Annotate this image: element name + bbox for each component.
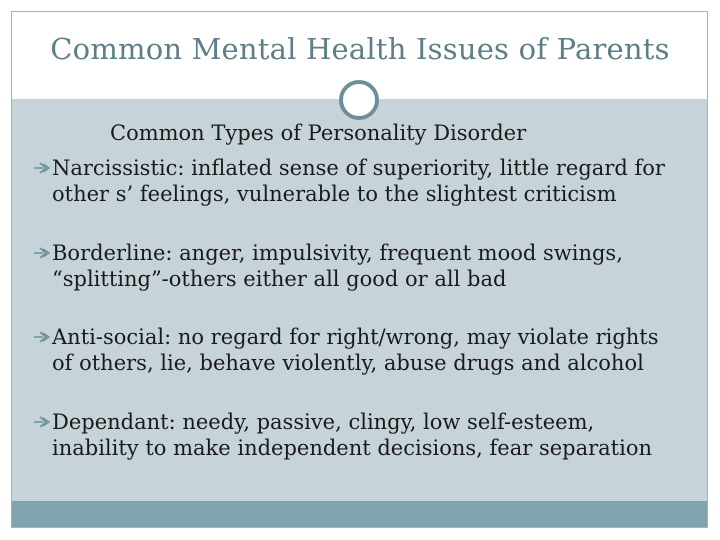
arrow-bullet-icon [32,413,52,431]
bullet-line-2: “splitting”-others either all good or all bad [52,267,507,291]
bullet-line-1: Dependant: needy, passive, clingy, low self-esteem, [52,410,595,434]
bullet-line-1: Anti-social: no regard for right/wrong, may violate rights [52,325,659,349]
arrow-bullet-icon [32,159,52,177]
bullet-line-2: of others, lie, behave violently, abuse drugs and alcohol [52,351,644,375]
bullet-line-2: other s’ feelings, vulnerable to the slightest criticism [52,182,617,206]
divider-circle-icon [339,80,379,120]
slide-title: Common Mental Health Issues of Parents [50,32,670,66]
bullet-item [32,409,692,461]
arrow-bullet-icon [32,244,52,262]
bullet-item [32,324,692,376]
arrow-bullet-icon [32,328,52,346]
bullet-item [32,240,692,292]
bullet-line-1: Borderline: anger, impulsivity, frequent mood swings, [52,241,623,265]
bullet-line-2: inability to make independent decisions, fear separation [52,436,652,460]
bullet-item [32,155,692,207]
subheading: Common Types of Personality Disorder [110,121,527,145]
bullet-line-1: Narcissistic: inflated sense of superiority, little regard for [52,156,665,180]
